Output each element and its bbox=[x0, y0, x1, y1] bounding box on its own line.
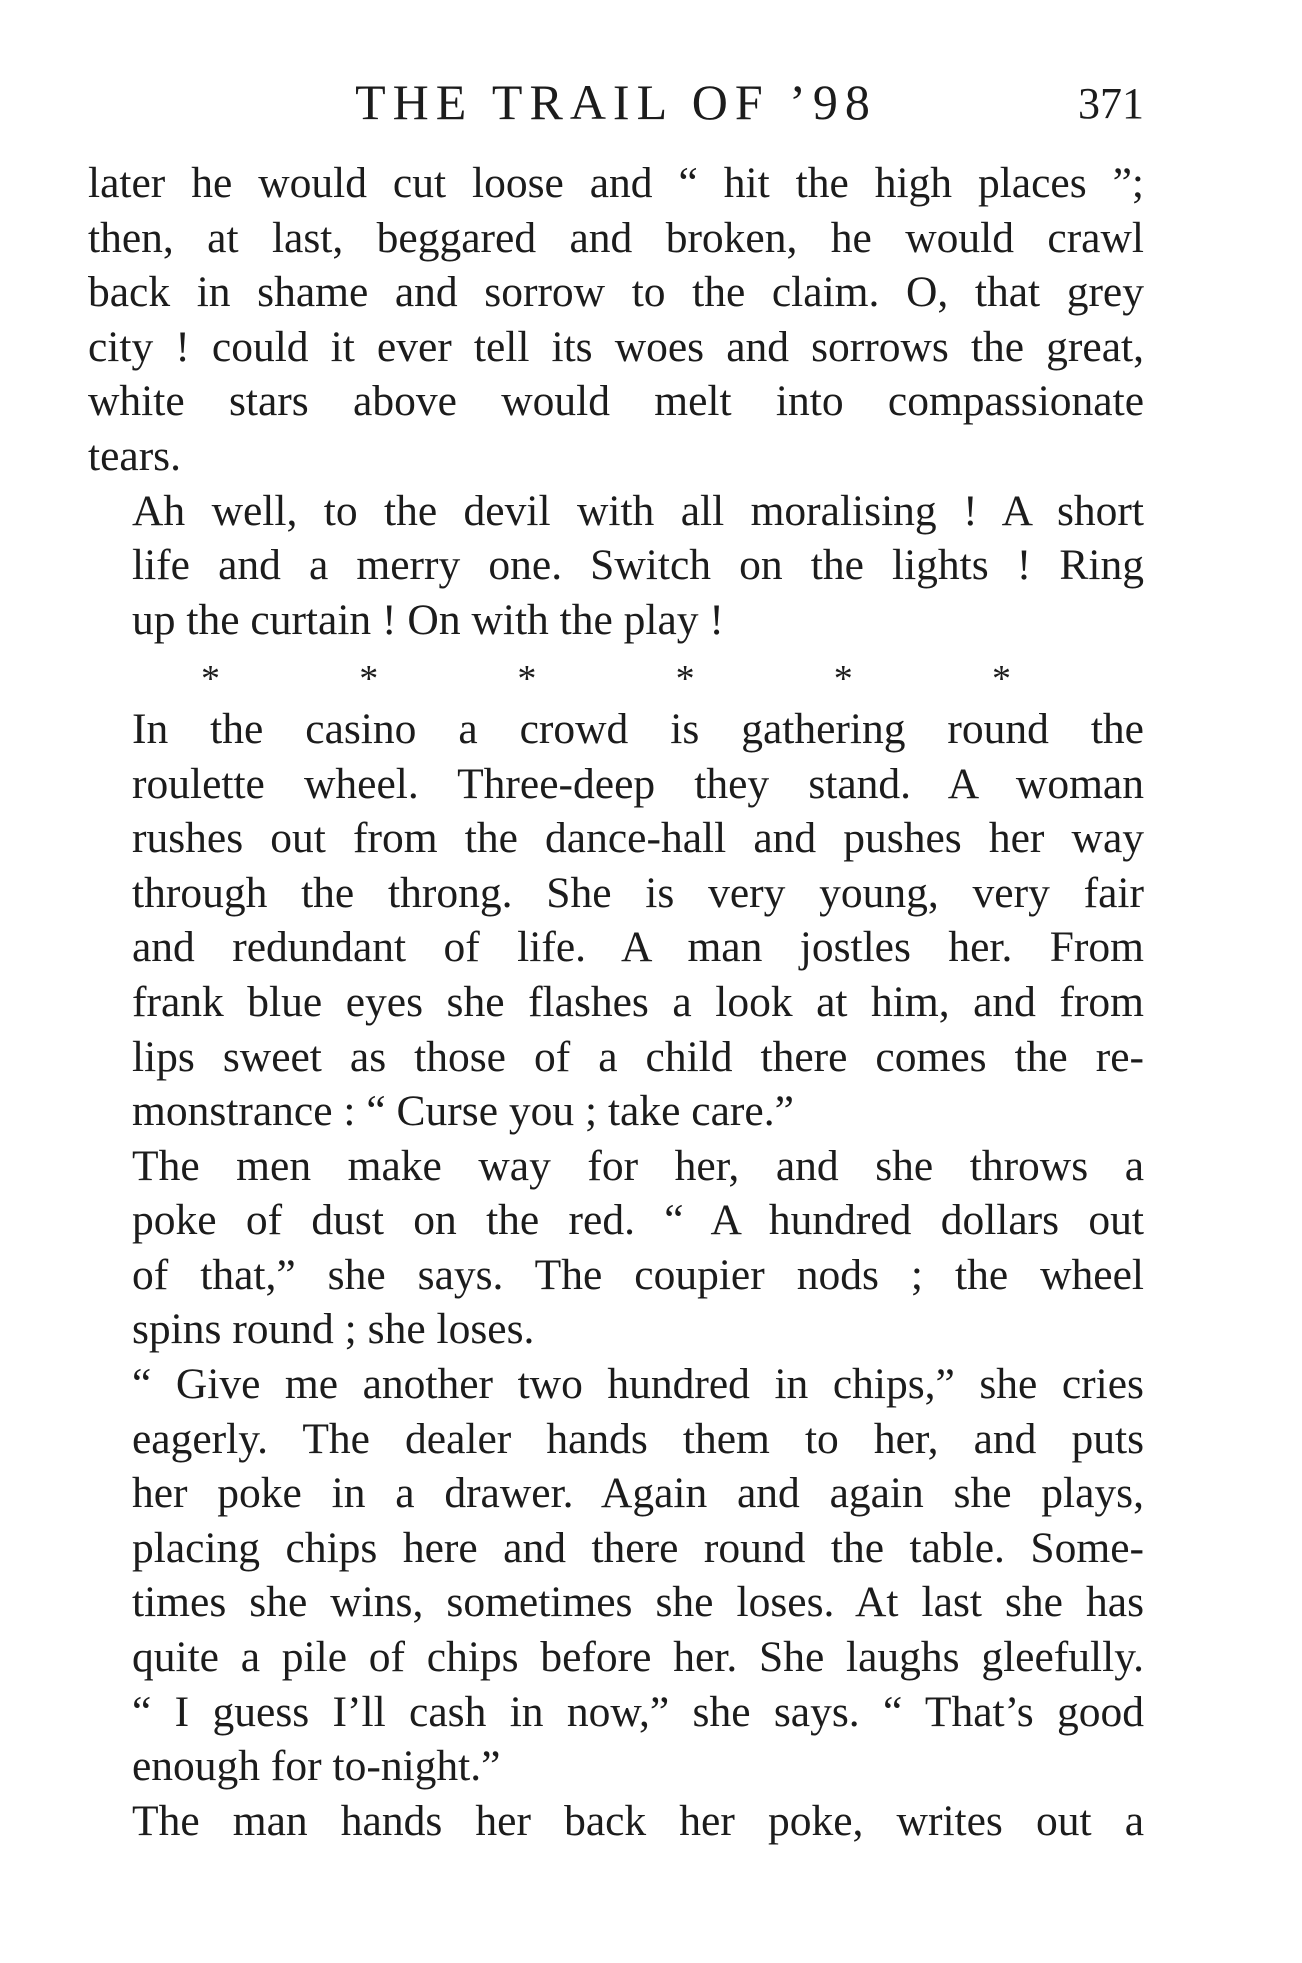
paragraph bbox=[88, 1357, 1144, 1794]
text-line: In the casino a crowd is gathering round the bbox=[132, 704, 1144, 753]
text-line: lips sweet as those of a child there comes the re- bbox=[132, 1032, 1144, 1081]
body-text bbox=[88, 156, 1144, 1848]
text-before-break bbox=[88, 156, 1144, 647]
text-line: “ I guess I’ll cash in now,” she says. “ That’s good bbox=[132, 1687, 1144, 1736]
asterisk: * bbox=[991, 658, 1011, 701]
text-line: later he would cut loose and “ hit the high places ”; bbox=[88, 159, 1144, 207]
text-line: white stars above would melt into compassionate bbox=[88, 377, 1144, 426]
text-line: enough for to-night.” bbox=[132, 1742, 501, 1791]
text-line: The men make way for her, and she throws a bbox=[132, 1141, 1144, 1190]
text-line: “ Give me another two hundred in chips,” she cries bbox=[132, 1360, 1144, 1409]
text-line: times she wins, sometimes she loses. At last she has bbox=[132, 1578, 1144, 1627]
paragraph bbox=[88, 156, 1144, 484]
paragraph bbox=[88, 1139, 1144, 1357]
text-line: up the curtain ! On with the play ! bbox=[132, 595, 724, 644]
text-line: city ! could it ever tell its woes and sorrows the great, bbox=[88, 322, 1144, 371]
text-line: placing chips here and there round the table. Some- bbox=[132, 1523, 1144, 1572]
text-line: Ah well, to the devil with all moralising ! A short bbox=[132, 486, 1144, 535]
text-line: spins round ; she loses. bbox=[132, 1305, 535, 1354]
text-line: life and a merry one. Switch on the lights ! Ring bbox=[132, 541, 1144, 590]
text-line: and redundant of life. A man jostles her. From bbox=[132, 923, 1144, 972]
asterisk: * bbox=[201, 658, 220, 701]
running-title: THE TRAIL OF ’98 bbox=[355, 74, 877, 130]
text-line: tears. bbox=[88, 431, 181, 480]
text-line: rushes out from the dance-hall and pushes her way bbox=[132, 814, 1144, 863]
running-head bbox=[88, 66, 1144, 138]
paragraph bbox=[88, 484, 1144, 648]
text-line: through the throng. She is very young, very fair bbox=[132, 868, 1144, 917]
section-break bbox=[88, 647, 1144, 702]
paragraph bbox=[88, 1794, 1144, 1849]
text-line: The man hands her back her poke, writes out a bbox=[132, 1796, 1144, 1845]
page-number: 371 bbox=[1078, 79, 1144, 128]
text-line: her poke in a drawer. Again and again she plays, bbox=[132, 1469, 1144, 1518]
asterisk: * bbox=[833, 658, 853, 701]
paragraph bbox=[88, 702, 1144, 1139]
asterisk: * bbox=[359, 658, 379, 701]
text-line: back in shame and sorrow to the claim. O, that grey bbox=[88, 268, 1144, 317]
text-line: poke of dust on the red. “ A hundred dollars out bbox=[132, 1196, 1144, 1245]
asterisk: * bbox=[675, 658, 695, 701]
asterisk: * bbox=[517, 658, 537, 701]
text-line: quite a pile of chips before her. She laughs gleefully. bbox=[132, 1633, 1144, 1682]
text-line: eagerly. The dealer hands them to her, and puts bbox=[132, 1414, 1144, 1463]
text-line: then, at last, beggared and broken, he would crawl bbox=[88, 213, 1144, 262]
text-line: frank blue eyes she flashes a look at him, and from bbox=[132, 977, 1144, 1026]
text-line: monstrance : “ Curse you ; take care.” bbox=[132, 1087, 794, 1136]
text-line: roulette wheel. Three-deep they stand. A woman bbox=[132, 759, 1144, 808]
text-line: of that,” she says. The coupier nods ; the wheel bbox=[132, 1250, 1144, 1299]
text-after-break bbox=[88, 702, 1144, 1848]
